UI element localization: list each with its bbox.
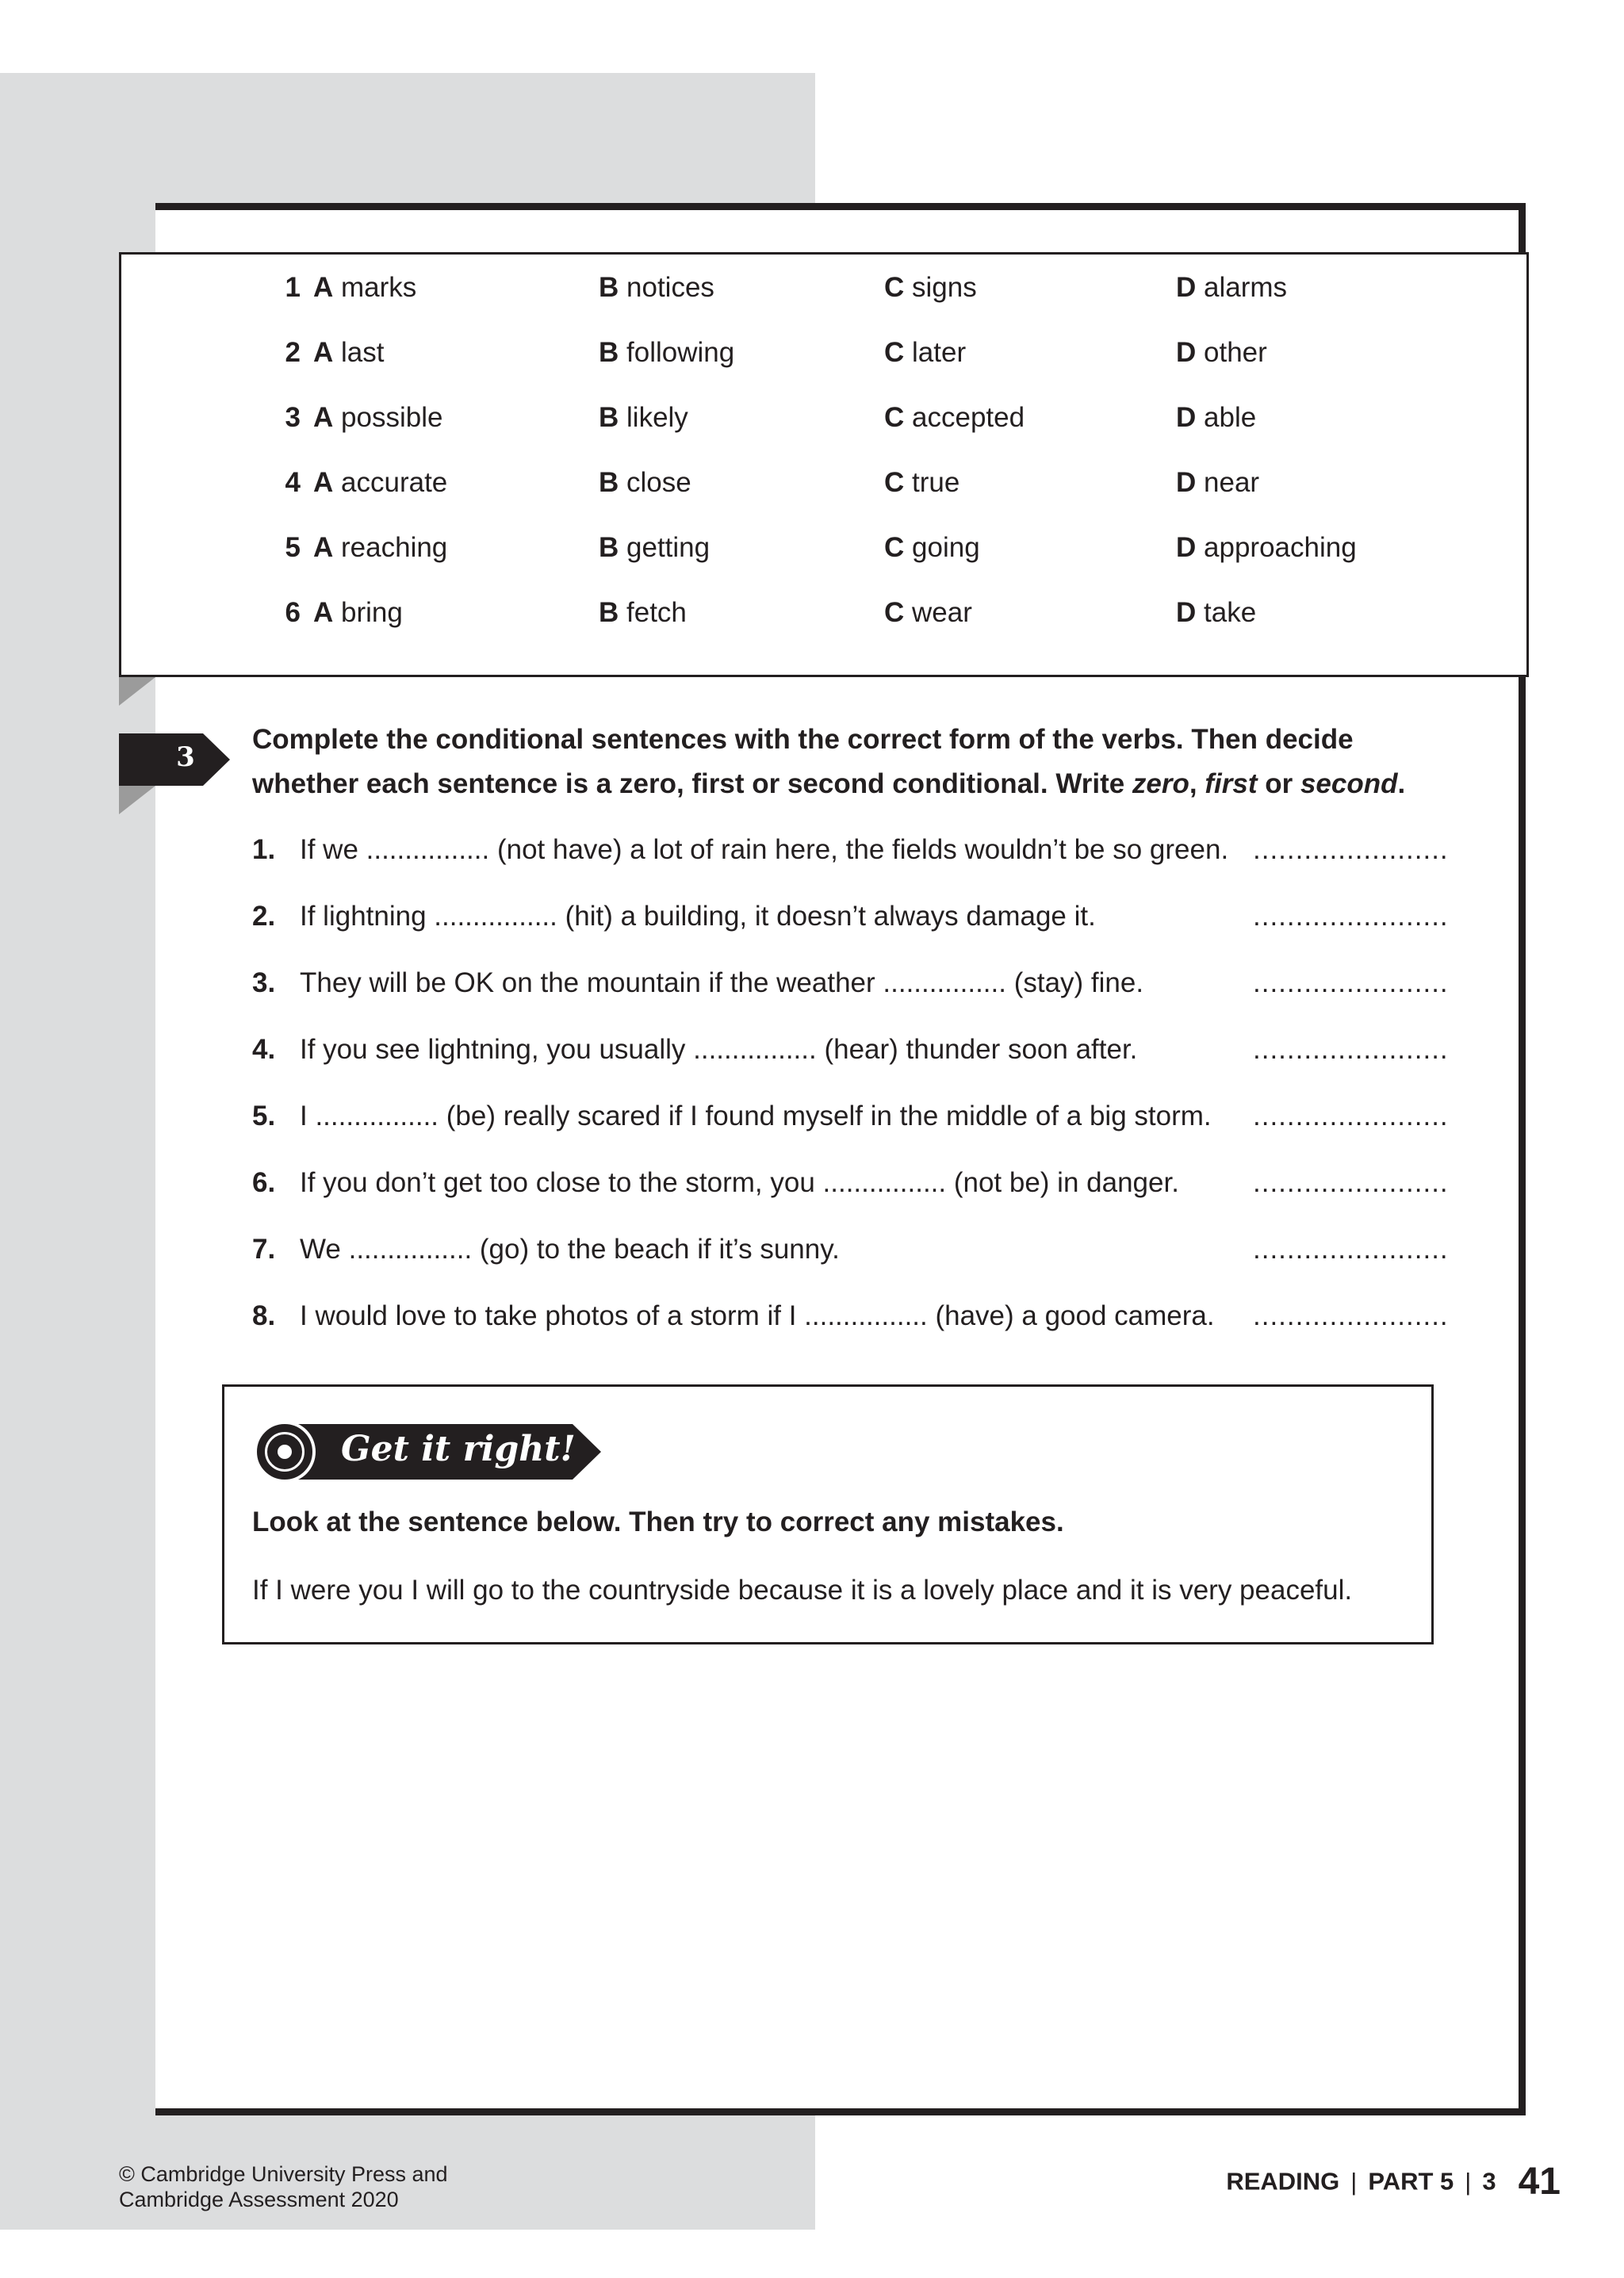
option-c: C wear: [884, 597, 972, 628]
multiple-choice-options-box: [119, 252, 1529, 677]
option-d: D approaching: [1176, 532, 1357, 563]
answer-blank[interactable]: .......................: [1253, 834, 1449, 865]
answer-blank[interactable]: .......................: [1253, 1234, 1449, 1265]
sentence-number: 1.: [252, 834, 276, 865]
get-it-right-sentence: If I were you I will go to the countryside because it is a lovely place and it is very peaceful.: [252, 1575, 1353, 1606]
option-a: A possible: [313, 402, 443, 433]
option-number: 5: [285, 532, 301, 563]
sentence-item: [252, 1234, 1449, 1281]
sentence-text: I would love to take photos of a storm if I ................ (have) a good camera.: [300, 1300, 1215, 1331]
option-row: [121, 532, 1526, 580]
sentence-number: 5.: [252, 1101, 276, 1131]
sentence-number: 7.: [252, 1234, 276, 1265]
sentence-item: [252, 1034, 1449, 1082]
answer-blank[interactable]: .......................: [1253, 1167, 1449, 1198]
sentence-item: [252, 1167, 1449, 1215]
page-footer: READING | PART 5 | 3 41: [1226, 2161, 1561, 2203]
answer-blank[interactable]: .......................: [1253, 1101, 1449, 1131]
option-c: C accepted: [884, 402, 1025, 433]
option-b: B likely: [599, 402, 688, 433]
option-b: B getting: [599, 532, 710, 563]
sentence-text: I ................ (be) really scared if I found myself in the middle of a big storm.: [300, 1101, 1212, 1131]
answer-blank[interactable]: .......................: [1253, 1034, 1449, 1065]
sentence-item: [252, 901, 1449, 948]
option-a: A reaching: [313, 532, 448, 563]
exercise-number: 3: [176, 741, 195, 773]
option-number: 2: [285, 337, 301, 368]
footer-section: READING: [1226, 2167, 1340, 2196]
option-b: B following: [599, 337, 735, 368]
sentence-number: 8.: [252, 1300, 276, 1331]
exercise-instruction: Complete the conditional sentences with the correct form of the verbs. Then decide whether each sentence is a zero, first or second conditional. Write zero, first or second.: [252, 724, 1406, 799]
footer-part: PART 5: [1368, 2167, 1454, 2196]
option-a: A last: [313, 337, 385, 368]
sentence-text: If we ................ (not have) a lot of rain here, the fields wouldn’t be so green.: [300, 834, 1229, 865]
option-d: D take: [1176, 597, 1257, 628]
options-box-fold: [119, 677, 155, 706]
option-a: A marks: [313, 272, 417, 303]
sentence-number: 6.: [252, 1167, 276, 1198]
sentence-number: 3.: [252, 967, 276, 998]
option-number: 3: [285, 402, 301, 433]
sentence-text: If lightning ................ (hit) a building, it doesn’t always damage it.: [300, 901, 1096, 932]
sentence-item: [252, 834, 1449, 882]
option-b: B fetch: [599, 597, 687, 628]
sentence-number: 4.: [252, 1034, 276, 1065]
option-number: 4: [285, 467, 301, 498]
option-b: B close: [599, 467, 691, 498]
sentence-text: If you don’t get too close to the storm, you ................ (not be) in danger.: [300, 1167, 1179, 1198]
answer-blank[interactable]: .......................: [1253, 1300, 1449, 1331]
eye-icon: [254, 1421, 316, 1483]
sentence-text: They will be OK on the mountain if the weather ................ (stay) fine.: [300, 967, 1144, 998]
option-row: [121, 337, 1526, 385]
sentence-item: [252, 1101, 1449, 1148]
answer-blank[interactable]: .......................: [1253, 901, 1449, 932]
answer-blank[interactable]: .......................: [1253, 967, 1449, 998]
option-number: 6: [285, 597, 301, 628]
option-row: [121, 402, 1526, 450]
get-it-right-banner: [254, 1421, 604, 1483]
page-number: 41: [1518, 2161, 1561, 2203]
sentence-number: 2.: [252, 901, 276, 932]
option-d: D near: [1176, 467, 1260, 498]
option-d: D alarms: [1176, 272, 1288, 303]
option-c: C signs: [884, 272, 977, 303]
option-row: [121, 272, 1526, 320]
sentence-text: If you see lightning, you usually ................ (hear) thunder soon after.: [300, 1034, 1138, 1065]
get-it-right-title: Get it right!: [341, 1429, 576, 1469]
option-d: D able: [1176, 402, 1257, 433]
option-row: [121, 597, 1526, 645]
sentence-text: We ................ (go) to the beach if it’s sunny.: [300, 1234, 840, 1265]
option-row: [121, 467, 1526, 515]
copyright-notice: © Cambridge University Press and Cambridge Assessment 2020: [119, 2162, 448, 2211]
sentence-item: [252, 967, 1449, 1015]
option-c: C going: [884, 532, 980, 563]
footer-unit: 3: [1482, 2167, 1496, 2196]
option-number: 1: [285, 272, 301, 303]
sentence-item: [252, 1300, 1449, 1348]
option-d: D other: [1176, 337, 1267, 368]
badge-fold: [119, 786, 155, 814]
option-c: C later: [884, 337, 967, 368]
option-b: B notices: [599, 272, 714, 303]
option-a: A bring: [313, 597, 403, 628]
option-a: A accurate: [313, 467, 448, 498]
exercise-number-badge: [119, 733, 230, 786]
option-c: C true: [884, 467, 960, 498]
get-it-right-instruction: Look at the sentence below. Then try to correct any mistakes.: [252, 1507, 1064, 1537]
